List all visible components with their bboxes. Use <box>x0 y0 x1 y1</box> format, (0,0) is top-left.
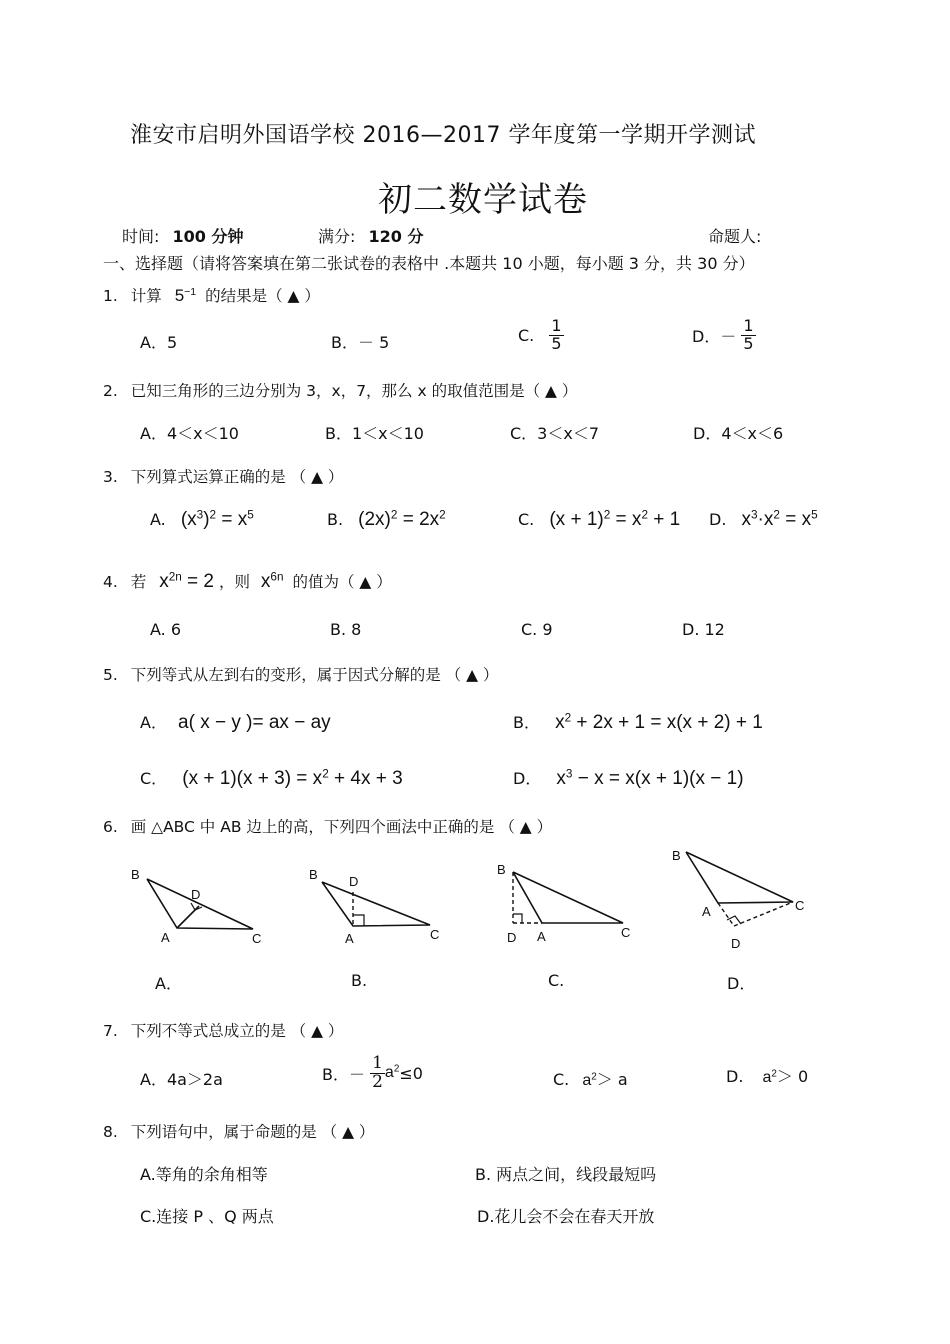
q1-stem <box>103 284 320 306</box>
q8-option-d: D.花儿会不会在春天开放 <box>477 1207 655 1226</box>
q6-stem-text: 画 △ABC 中 AB 边上的高，下列四个画法中正确的是 （ ▲ ） <box>130 818 553 836</box>
paper-title: 初二数学试卷 <box>378 180 588 220</box>
q6-number: 6. <box>103 818 118 836</box>
q7-option-b: B．－ $\frac{1}{2}$ $a^2\le 0$ <box>322 1053 423 1092</box>
q6c-label-a: A <box>537 929 546 944</box>
q5-number: 5. <box>103 666 118 684</box>
q6-option-b: B. <box>351 971 368 990</box>
q6-figure-a <box>131 867 261 946</box>
time-value: 100 分钟 <box>172 227 244 246</box>
q5-option-a: A． a( x − y )= ax − ay <box>140 712 331 733</box>
q7-number: 7. <box>103 1022 118 1040</box>
q6a-label-a: A <box>161 930 170 945</box>
q4-option-a: A. 6 <box>150 620 182 639</box>
q8-number: 8. <box>103 1123 118 1141</box>
q6c-label-b: B <box>497 862 506 877</box>
q7-option-c: C. $a^2> a$ <box>553 1070 628 1089</box>
author-label: 命题人: <box>708 227 762 246</box>
q8-stem <box>103 1120 374 1142</box>
q6d-label-b: B <box>672 848 681 863</box>
q6-figure-c <box>497 862 630 945</box>
q6a-label-b: B <box>131 867 140 882</box>
q7-option-a: A．4a＞2a <box>140 1070 223 1089</box>
q3-stem-text: 下列算式运算正确的是 （ ▲ ） <box>130 468 344 486</box>
q4-target: $x^{6n}$ <box>260 570 284 592</box>
q6-stem <box>103 815 552 837</box>
q2-option-c: C．3＜x＜7 <box>510 424 600 443</box>
q8-option-b: B. 两点之间，线段最短吗 <box>475 1165 657 1184</box>
q2-option-d: D．4＜x＜6 <box>693 424 784 443</box>
q4-option-c: C. 9 <box>521 620 553 639</box>
q3-number: 3. <box>103 468 118 486</box>
q6c-label-c: C <box>621 925 631 940</box>
time-row <box>122 224 243 247</box>
q6b-label-c: C <box>430 927 440 942</box>
q4-option-b: B. 8 <box>330 620 362 639</box>
q6b-label-b: B <box>309 867 318 882</box>
q5-stem <box>103 663 498 685</box>
q2-option-a: A．4＜x＜10 <box>140 424 239 443</box>
q6d-label-a: A <box>702 904 711 919</box>
q7-stem-text: 下列不等式总成立的是 （ ▲ ） <box>130 1022 344 1040</box>
q1-option-b: B．－ 5 <box>331 333 390 352</box>
q6-figure-b <box>309 867 439 946</box>
score-row <box>318 224 423 247</box>
q5-option-b: B． $x^2 + 2x + 1 = x(x + 2) + 1$ <box>513 711 763 733</box>
school-header: 淮安市启明外国语学校 2016—2017 学年度第一学期开学测试 <box>130 123 756 148</box>
q2-number: 2. <box>103 382 118 400</box>
q6-figure-d <box>672 848 804 951</box>
q6b-label-a: A <box>345 931 354 946</box>
q6d-label-d: D <box>731 936 741 951</box>
q5-option-d: D． $x^3 - x = x(x + 1)(x - 1)$ <box>513 767 744 789</box>
score-value: 120 分 <box>368 227 424 246</box>
q8-stem-text: 下列语句中，属于命题的是 （ ▲ ） <box>130 1123 375 1141</box>
q7-stem <box>103 1019 343 1041</box>
q2-stem-text: 已知三角形的三边分别为 3，x，7，那么 x 的取值范围是（ ▲ ） <box>130 382 578 400</box>
q6-option-c: C. <box>548 971 565 990</box>
q3-option-b: B. $(2x)^2 = 2x^2$ <box>327 508 446 530</box>
q3-option-a: A. $(x^3)^2 = x^5$ <box>150 508 254 530</box>
q3-option-d: D. $x^3\cdot x^2 = x^5$ <box>709 508 818 530</box>
q1-option-c: C. $\frac{1}{5}$ <box>518 316 562 353</box>
q4-option-d: D. 12 <box>682 620 725 639</box>
q6a-label-c: C <box>252 931 262 946</box>
q4-condition: $x^{2n} = 2$ <box>159 570 215 592</box>
q6b-label-d: D <box>349 874 359 889</box>
q3-stem <box>103 465 343 487</box>
q6a-label-d: D <box>191 887 201 902</box>
score-label: 满分: <box>318 227 356 246</box>
q1-option-a: A．5 <box>140 333 178 352</box>
q1-option-d: D．－ $\frac{1}{5}$ <box>692 316 754 353</box>
q6d-label-c: C <box>795 898 805 913</box>
q6-figures <box>0 840 950 960</box>
q5-option-c: C． $(x + 1)(x + 3) = x^2 + 4x + 3$ <box>140 767 403 789</box>
q6-option-d: D． <box>727 974 756 993</box>
q1-stem-pre: 计算 <box>130 287 162 305</box>
section-title: 一、选择题（请将答案填在第二张试卷的表格中 .本题共 10 小题，每小题 3 分，共 30 分） <box>103 254 755 273</box>
q8-option-c: C.连接 P 、Q 两点 <box>140 1207 274 1226</box>
q3-option-c: C. $(x + 1)^2 = x^2 + 1$ <box>518 508 681 530</box>
q2-stem <box>103 379 577 401</box>
time-label: 时间: <box>122 227 160 246</box>
q6c-label-d: D <box>507 930 517 945</box>
q5-stem-text: 下列等式从左到右的变形，属于因式分解的是 （ ▲ ） <box>130 666 499 684</box>
q7-option-d: D. $a^2> 0$ <box>726 1067 809 1086</box>
q1-expression: $5^{-1}$ <box>174 286 197 305</box>
q2-option-b: B．1＜x＜10 <box>325 424 424 443</box>
q6-option-a: A． <box>155 974 182 993</box>
q1-stem-post: 的结果是（ ▲ ） <box>205 287 320 305</box>
q4-number: 4. <box>103 573 118 591</box>
q8-option-a: A.等角的余角相等 <box>140 1165 268 1184</box>
q1-number: 1. <box>103 287 118 305</box>
q4-stem: 4. 若 $x^{2n} = 2$ ，则 $x^{6n}$ 的值为（ ▲ ） <box>103 570 392 592</box>
